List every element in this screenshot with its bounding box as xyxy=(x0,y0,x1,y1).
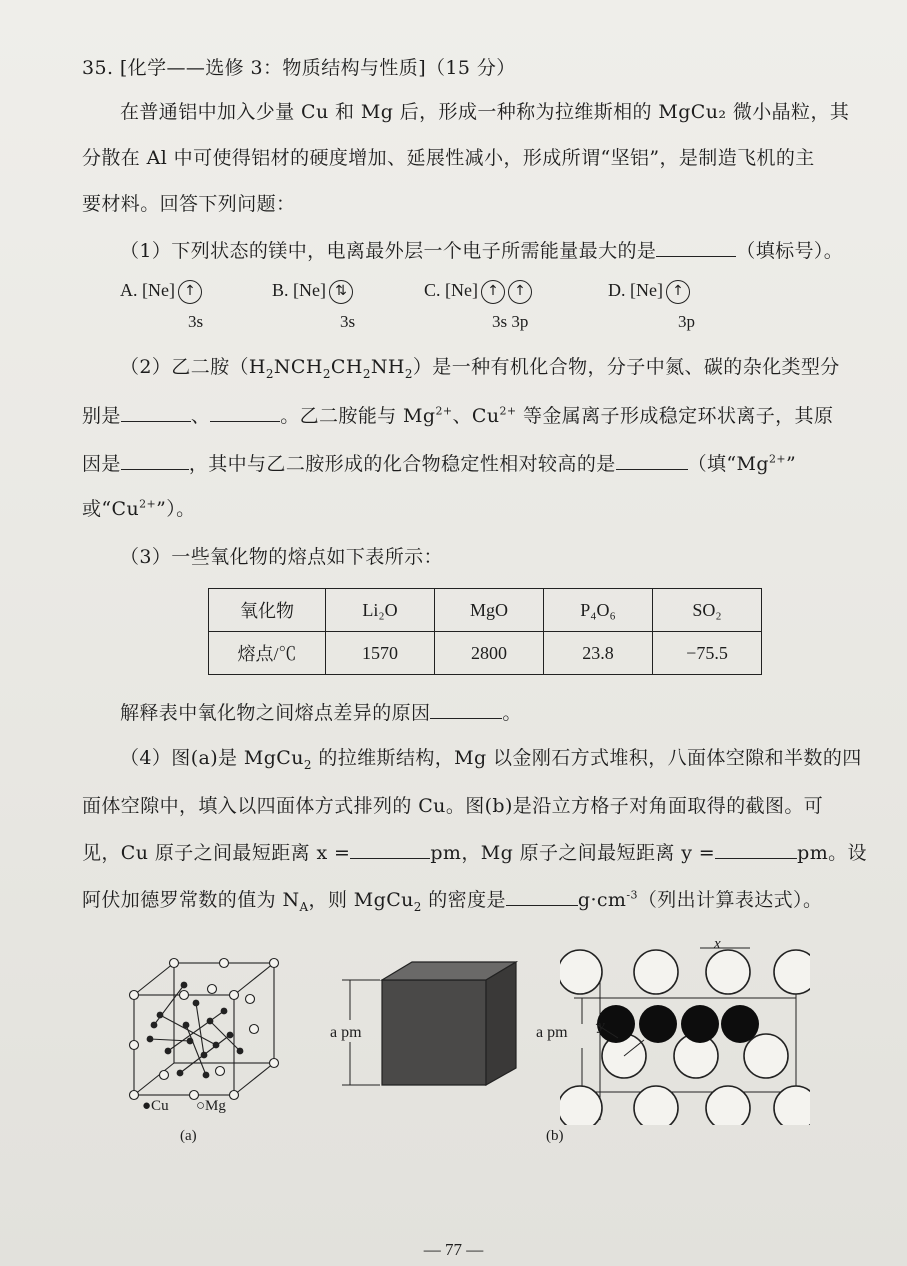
intro-line-3: 要材料。回答下列问题： xyxy=(82,193,296,215)
distance-label-x: x xyxy=(714,936,721,952)
answer-blank[interactable] xyxy=(506,887,578,906)
question-title: 35. [化学——选修 3：物质结构与性质]（15 分） xyxy=(82,57,516,79)
q3-stem: （3）一些氧化物的熔点如下表所示： xyxy=(120,546,443,568)
orbital-icon: ↑ xyxy=(178,280,202,304)
intro-line-1: 在普通铝中加入少量 Cu 和 Mg 后，形成一种称为拉维斯相的 MgCu₂ 微小晶粒，其 xyxy=(120,101,850,123)
q1-option-d[interactable]: D. [Ne] ↑ xyxy=(608,280,690,304)
melting-point-table xyxy=(208,588,762,675)
q1-option-a-subshell: 3s xyxy=(188,312,204,331)
answer-blank[interactable] xyxy=(656,238,736,257)
table-cell: 23.8 xyxy=(544,632,653,675)
table-cell: MgO xyxy=(435,589,544,632)
q4-line-3: 见，Cu 原子之间最短距离 x = pm，Mg 原子之间最短距离 y = pm。设 xyxy=(82,842,867,864)
distance-label-y: y xyxy=(598,1018,605,1034)
q4-line-1: （4）图(a)是 MgCu$_2$ 的拉维斯结构，Mg 以金刚石方式堆积，八面体空隙和半数的四 xyxy=(120,747,862,772)
orbital-icon: ⇅ xyxy=(329,280,353,304)
intro-line-2: 分散在 Al 中可使得铝材的硬度增加、延展性减小，形成所谓“坚铝”，是制造飞机的主 xyxy=(82,147,815,169)
cube-dimension-label: a pm xyxy=(330,1024,362,1041)
table-cell: SO₂ xyxy=(653,589,762,632)
table-header-cell: 熔点/℃ xyxy=(209,632,326,675)
table-cell: −75.5 xyxy=(653,632,762,675)
q4-line-4: 阿伏加德罗常数的值为 $N_A$，则 MgCu$_2$ 的密度是 $g\cdot cm^{-3}$（列出计算表达式）。 xyxy=(82,888,823,914)
figure-a-laves-structure xyxy=(120,955,290,1105)
q4-line-2: 面体空隙中，填入以四面体方式排列的 Cu。图(b)是沿立方格子对角面取得的截图。可 xyxy=(82,795,824,817)
orbital-icon: ↑ xyxy=(666,280,690,304)
page-number: — 77 — xyxy=(423,1240,484,1259)
q1-option-a[interactable]: A. [Ne] ↑ xyxy=(120,280,202,304)
q2-line-4: 或“$Cu^{2+}$”）。 xyxy=(82,497,196,520)
table-cell: 1570 xyxy=(326,632,435,675)
orbital-icon: ↑ xyxy=(508,280,532,304)
q1-option-c[interactable]: C. [Ne] ↑ ↑ xyxy=(424,280,532,304)
section-dimension-label: a pm xyxy=(536,1024,568,1041)
q3-explain: 解释表中氧化物之间熔点差异的原因 。 xyxy=(120,702,522,724)
table-cell: P₄O₆ xyxy=(544,589,653,632)
table-cell: Li₂O xyxy=(326,589,435,632)
q1-option-d-subshell: 3p xyxy=(678,312,695,331)
table-row xyxy=(209,589,762,632)
orbital-icon: ↑ xyxy=(481,280,505,304)
table-cell: 2800 xyxy=(435,632,544,675)
q2-line-3: 因是 ，其中与乙二胺形成的化合物稳定性相对较高的是 （填“$Mg^{2+}$” xyxy=(82,452,797,475)
answer-blank[interactable] xyxy=(210,403,280,422)
figure-a-legend-cu: ●Cu xyxy=(142,1098,169,1114)
q1-option-b-subshell: 3s xyxy=(340,312,356,331)
answer-blank[interactable] xyxy=(430,700,502,719)
answer-blank[interactable] xyxy=(121,403,191,422)
q1-option-b[interactable]: B. [Ne] ⇅ xyxy=(272,280,353,304)
answer-blank[interactable] xyxy=(715,840,797,859)
table-header-cell: 氧化物 xyxy=(209,589,326,632)
answer-blank[interactable] xyxy=(350,840,430,859)
q2-line-1: （2）乙二胺$(H_2NCH_2CH_2NH_2)$是一种有机化合物，分子中氮、碳的杂化类型分 xyxy=(120,356,840,381)
q1-option-c-subshell: 3s 3p xyxy=(492,312,529,331)
table-row xyxy=(209,632,762,675)
q1-stem: （1）下列状态的镁中，电离最外层一个电子所需能量最大的是 （填标号）。 xyxy=(120,240,844,262)
figure-a-caption: (a) xyxy=(180,1128,197,1144)
unit-cell-cube xyxy=(330,960,530,1095)
figure-a-legend-mg: ○Mg xyxy=(196,1098,226,1114)
answer-blank[interactable] xyxy=(616,451,688,470)
answer-blank[interactable] xyxy=(121,451,189,470)
q2-line-2: 别是 、 。乙二胺能与 $Mg^{2+}$、$Cu^{2+}$ 等金属离子形成稳定环状离子，其原 xyxy=(82,404,834,427)
figure-b-caption: (b) xyxy=(546,1128,564,1144)
